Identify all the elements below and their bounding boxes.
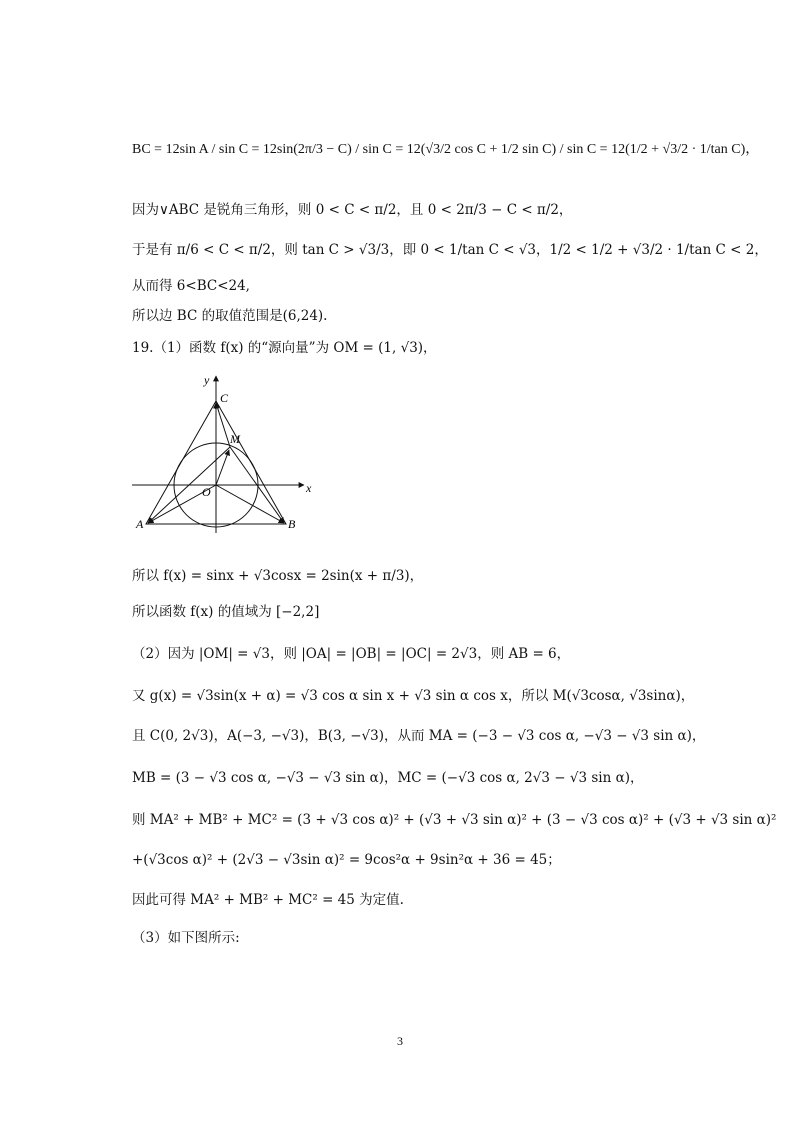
q19-part1-line (132, 338, 740, 358)
point-b-label: B (288, 517, 296, 531)
fx-range-line (132, 602, 740, 622)
part2-intro-text: （2）因为 |OM| = √3，则 |OA| = |OB| = |OC| = 2√3，则 AB = 6， (132, 646, 571, 662)
gx-expression-line (132, 686, 740, 706)
range-bc-line (132, 276, 740, 296)
fx-expression-text: 所以 f(x) = sinx + √3cosx = 2sin(x + π/3)， (132, 568, 424, 584)
part2-intro-line (132, 644, 740, 664)
conclusion-bc-text: 所以边 BC 的取值范围是(6,24). (132, 308, 328, 324)
sum-squares-1-line (132, 810, 777, 830)
fx-range-text: 所以函数 f(x) 的值域为 [−2,2] (132, 604, 320, 620)
vector-om (216, 450, 229, 485)
coordinate-figure (124, 368, 314, 538)
points-abc-line (132, 726, 740, 746)
point-c-label: C (220, 391, 229, 405)
triangle-circle-diagram (124, 368, 314, 538)
point-m-label: M (230, 432, 240, 446)
gx-expression-text: 又 g(x) = √3sin(x + α) = √3 cos α sin x + √3 sin α cos x，所以 M(√3cosα, √3sinα)， (132, 688, 695, 704)
x-axis-label: x (306, 481, 312, 495)
bc-expression-line (132, 140, 760, 160)
points-abc-text: 且 C(0, 2√3)，A(−3, −√3)，B(3, −√3)，从而 MA = (−3 − √3 cos α, −√3 − √3 sin α)， (132, 728, 706, 744)
acute-triangle-line (132, 200, 740, 220)
page-number: 3 (397, 1034, 403, 1048)
range-tan-line (132, 240, 768, 260)
range-bc-text: 从而得 6<BC<24, (132, 278, 250, 294)
constant-result-text: 因此可得 MA² + MB² + MC² = 45 为定值. (132, 892, 404, 908)
y-axis-label: y (204, 373, 210, 387)
acute-triangle-text: 因为∨ABC 是锐角三角形，则 0 < C < π/2，且 0 < 2π/3 − C < π/2， (132, 202, 573, 218)
part3-intro-text: （3）如下图所示: (132, 930, 240, 946)
sum-squares-1-text: 则 MA² + MB² + MC² = (3 + √3 cos α)² + (√3 + √3 sin α)² + (3 − √3 cos α)² + (√3 + √3 sin α)² (132, 812, 777, 828)
vectors-mb-mc-line (132, 768, 740, 788)
bc-expression-text: BC = 12sin A / sin C = 12sin(2π/3 − C) / sin C = 12(√3/2 cos C + 1/2 sin C) / sin C = 12(1/2 + √3/2 · 1/tan C)， (132, 142, 760, 157)
conclusion-bc-line (132, 306, 740, 326)
vector-mc (216, 403, 230, 447)
point-a-label: A (136, 517, 144, 531)
point-o-label: O (202, 485, 211, 499)
sum-squares-2-line (132, 850, 740, 870)
constant-result-line (132, 890, 740, 910)
range-tan-text: 于是有 π/6 < C < π/2，则 tan C > √3/3，即 0 < 1/tan C < √3，1/2 < 1/2 + √3/2 · 1/tan C < 2， (132, 242, 768, 258)
vector-ob (216, 485, 284, 523)
sum-squares-2-text: +(√3cos α)² + (2√3 − √3sin α)² = 9cos²α + 9sin²α + 36 = 45； (132, 852, 561, 868)
q19-part1-text: 19.（1）函数 f(x) 的“源向量”为 OM = (1, √3)， (132, 340, 437, 356)
vectors-mb-mc-text: MB = (3 − √3 cos α, −√3 − √3 sin α)，MC = (−√3 cos α, 2√3 − √3 sin α)， (132, 770, 644, 786)
fx-expression-line (132, 566, 740, 586)
part3-intro-line (132, 928, 740, 948)
